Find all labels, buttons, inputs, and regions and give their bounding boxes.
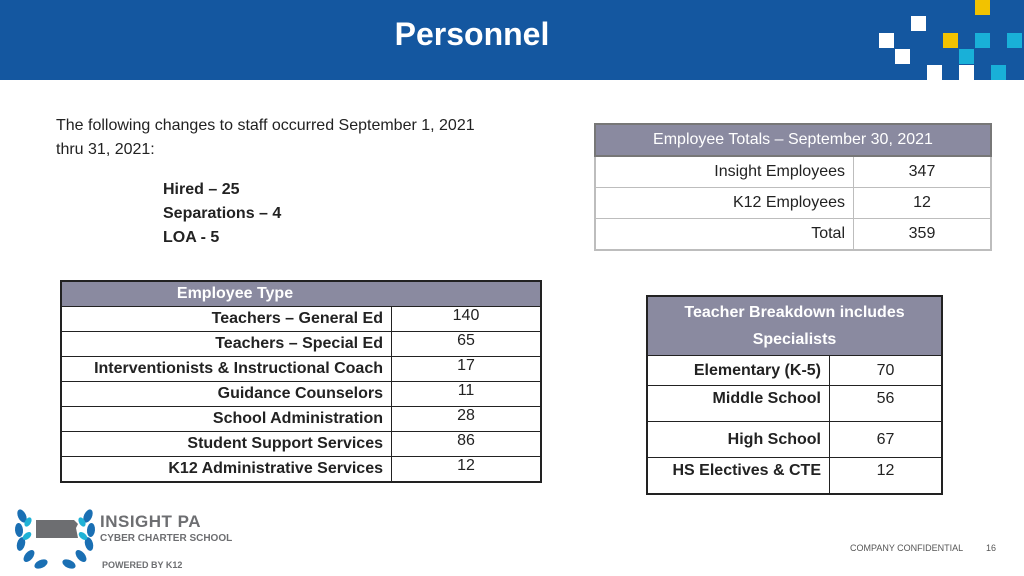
table-row [61,407,541,432]
teacher-breakdown-header: Teacher Breakdown includes Specialists [647,296,942,356]
employee-type-label: Interventionists & Instructional Coach [61,357,392,382]
table-row [595,188,991,219]
table-row [595,156,991,188]
table-row [61,457,541,483]
table-row [61,332,541,357]
teacher-breakdown-label: Middle School [647,386,830,422]
insight-pa-logo [14,498,254,572]
totals-value: 347 [854,156,992,188]
employee-type-label: K12 Administrative Services [61,457,392,483]
table-row [61,307,541,332]
employee-totals-table [594,123,992,251]
employee-type-value: 86 [392,432,542,457]
employee-type-label: Guidance Counselors [61,382,392,407]
teacher-breakdown-value: 67 [830,422,943,458]
table-row [61,357,541,382]
employee-type-value: 12 [392,457,542,483]
teacher-breakdown-label: High School [647,422,830,458]
table-row [61,382,541,407]
intro-text: The following changes to staff occurred September 1, 2021 thru 31, 2021: [56,117,475,158]
logo-subtitle: CYBER CHARTER SCHOOL [100,533,233,544]
totals-label: Total [595,219,854,251]
employee-type-value: 11 [392,382,542,407]
totals-label: Insight Employees [595,156,854,188]
table-row [647,422,942,458]
employee-type-value: 140 [392,307,542,332]
employee-type-label: Teachers – Special Ed [61,332,392,357]
hired-count: Hired – 25 [163,181,240,198]
footer-confidential: COMPANY CONFIDENTIAL [850,543,964,553]
employee-type-label: Teachers – General Ed [61,307,392,332]
loa-count: LOA - 5 [163,229,220,246]
table-row [647,356,942,386]
employee-type-value: 17 [392,357,542,382]
table-row [595,219,991,251]
separations-count: Separations – 4 [163,205,282,222]
teacher-breakdown-value: 70 [830,356,943,386]
totals-value: 359 [854,219,992,251]
page-title: Personnel [394,16,550,52]
teacher-breakdown-label: Elementary (K-5) [647,356,830,386]
totals-value: 12 [854,188,992,219]
logo-powered: POWERED BY K12 [102,560,183,570]
employee-type-label: School Administration [61,407,392,432]
logo-name: INSIGHT PA [100,512,202,531]
totals-header: Employee Totals – September 30, 2021 [595,124,991,156]
totals-label: K12 Employees [595,188,854,219]
teacher-breakdown-value: 56 [830,386,943,422]
page-number: 16 [986,543,997,553]
table-row [647,458,942,494]
table-row [647,386,942,422]
teacher-breakdown-table [646,295,943,495]
employee-type-value: 28 [392,407,542,432]
employee-type-label: Student Support Services [61,432,392,457]
table-row [61,432,541,457]
employee-type-table [60,280,542,483]
header-bar [0,0,1024,80]
teacher-breakdown-label: HS Electives & CTE [647,458,830,494]
teacher-breakdown-value: 12 [830,458,943,494]
staff-changes [163,178,281,250]
laurel-wreath-icon [14,498,100,570]
employee-type-value: 65 [392,332,542,357]
employee-type-header: Employee Type [61,281,541,307]
